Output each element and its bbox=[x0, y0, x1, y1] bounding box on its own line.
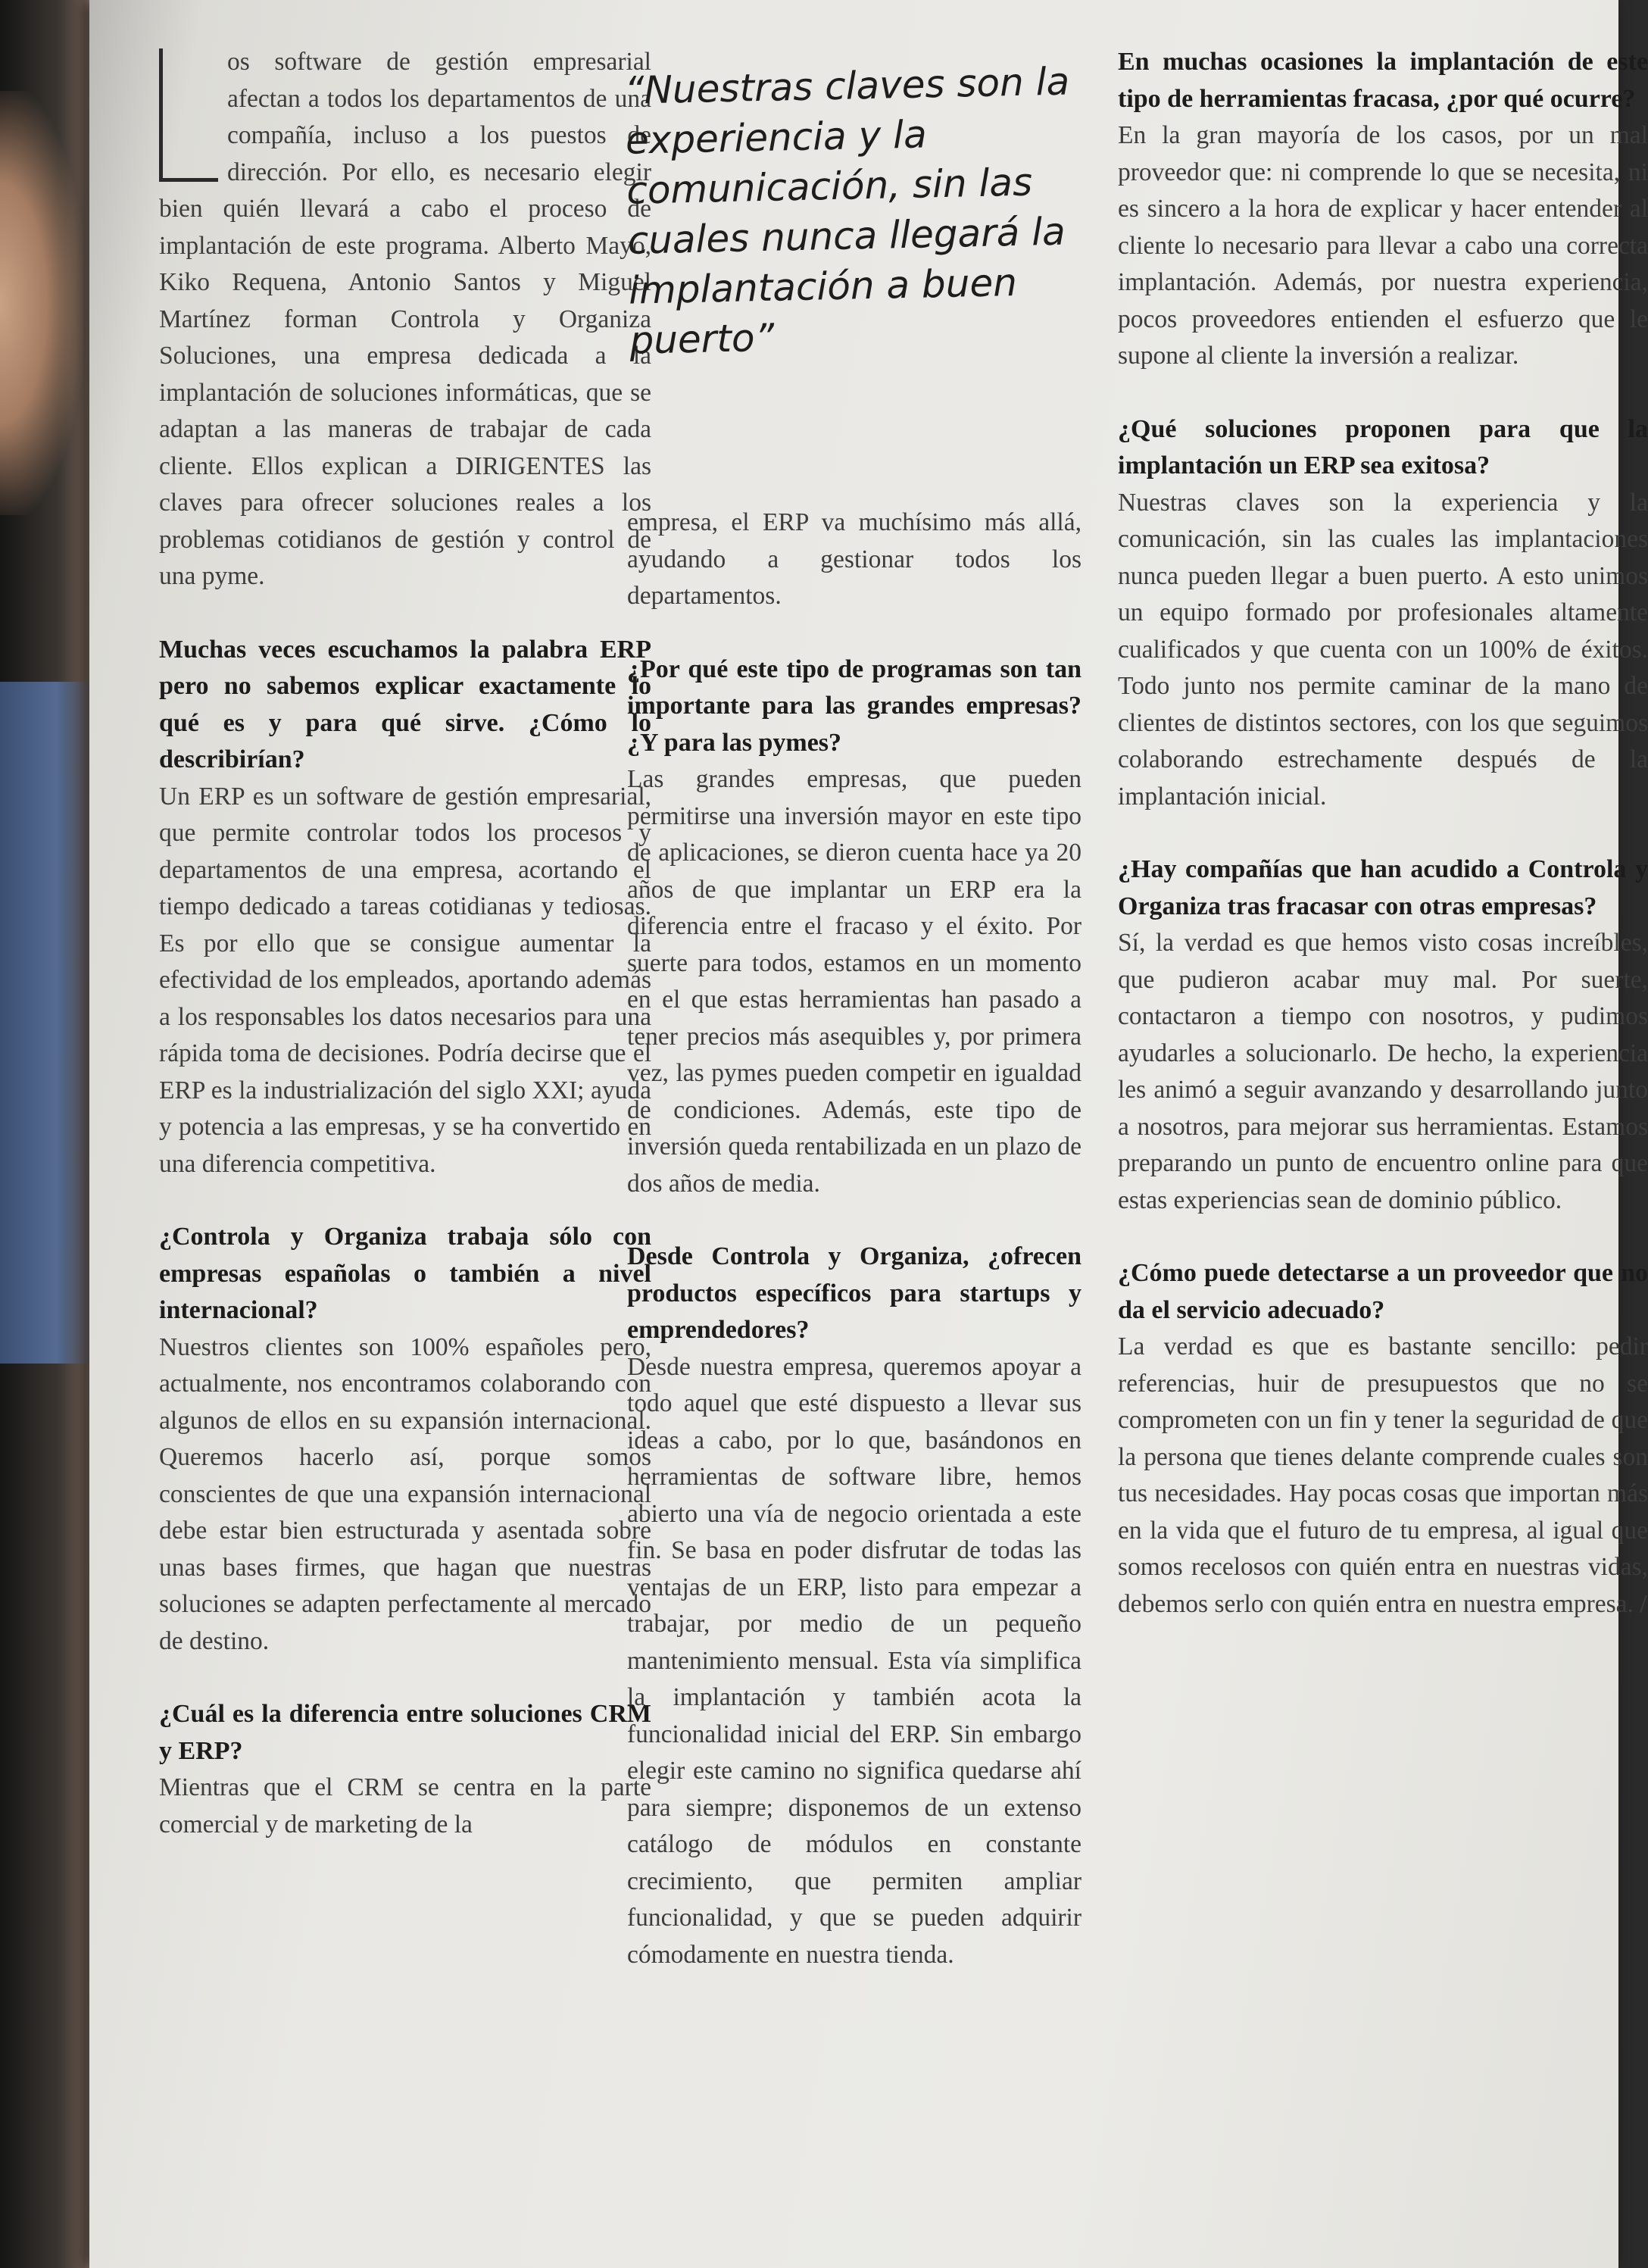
question-heading: Desde Controla y Organiza, ¿ofrecen productos específicos para startups y emprendedores? bbox=[627, 1242, 1082, 1344]
answer-continuation: empresa, el ERP va muchísimo más allá, ayudando a gestionar todos los departamentos. bbox=[627, 508, 1082, 610]
answer-paragraph: Sí, la verdad es que hemos visto cosas increíbles, que pudieron acabar muy mal. Por suerte, contactaron a tiempo con nosotros, y pudimos ayudarles a solucionarlo. De hecho, la experiencia les animó a seguir avanzando y desarrollando junto a nosotros, para mejorar sus herramientas. Estamos preparando un punto de encuentro online para que estas experiencias sean de dominio público. bbox=[1118, 929, 1648, 1214]
drop-cap-letter-l bbox=[159, 48, 218, 182]
question-heading: ¿Cómo puede detectarse a un proveedor que no da el servicio adecuado? bbox=[1118, 1259, 1648, 1324]
question-heading: ¿Qué soluciones proponen para que la implantación un ERP sea exitosa? bbox=[1118, 414, 1648, 480]
answer-paragraph: Mientras que el CRM se centra en la parte comercial y de marketing de la bbox=[159, 1773, 651, 1838]
question-heading: ¿Controla y Organiza trabaja sólo con empresas españolas o también a nivel internacional? bbox=[159, 1223, 651, 1324]
answer-paragraph: Las grandes empresas, que pueden permitirse una inversión mayor en este tipo de aplicaciones, se dieron cuenta hace ya 20 años de que implantar un ERP era la diferencia entre el fracaso y el éxito. Por suerte para todos, estamos en un momento en el que estas herramientas han pasado a tener precios más asequibles y, por primera vez, las pymes pueden competir en igualdad de condiciones. Además, este tipo de inversión queda rentabilizada en un plazo de dos años de media. bbox=[627, 765, 1082, 1198]
answer-paragraph: Un ERP es un software de gestión empresarial, que permite controlar todos los procesos y departamentos de una empresa, acortando el tiempo dedicado a tareas cotidianas y tediosas. Es por ello que se consigue aumentar la efectividad de los empleados, aportando además a los responsables los datos necesarios para una rápida toma de decisiones. Podría decirse que el ERP es la industrialización del siglo XXI; ayuda y potencia a las empresas, y se ha convertido en una diferencia competitiva. bbox=[159, 782, 651, 1178]
question-heading: Muchas veces escuchamos la palabra ERP pero no sabemos explicar exactamente lo qué es y para qué sirve. ¿Cómo lo describirían? bbox=[159, 635, 651, 773]
article-end-mark: / bbox=[1633, 1589, 1647, 1618]
answer-paragraph: Desde nuestra empresa, queremos apoyar a todo aquel que esté dispuesto a llevar sus ideas a cabo, por lo que, basándonos en herramientas de software libre, hemos abierto una vía de negocio orientada a este fin. Se basa en poder disfrutar de todas las ventajas de un ERP, listo para empezar a trabajar, por medio de un pequeño mantenimiento mensual. Esta vía simplifica la implantación y también acota la funcionalidad inicial del ERP. Sin embargo elegir este camino no significa quedarse ahí para siempre; disponemos de un extenso catálogo de módulos en constante crecimiento, que permiten ampliar funcionalidad, y que se pueden adquirir cómodamente en nuestra tienda. bbox=[627, 1352, 1082, 1969]
column-3 bbox=[1118, 44, 1648, 1623]
pull-quote: “Nuestras claves son la experiencia y la comunicación, sin las cuales nunca llegará la implantación a buen puerto” bbox=[624, 59, 1070, 363]
question-heading: ¿Cuál es la diferencia entre soluciones CRM y ERP? bbox=[159, 1700, 651, 1765]
column-2-body bbox=[627, 505, 1082, 1973]
question-heading: ¿Por qué este tipo de programas son tan importante para las grandes empresas? ¿Y para las pymes? bbox=[627, 654, 1082, 757]
answer-paragraph: Nuestras claves son la experiencia y la comunicación, sin las cuales las implantaciones nunca pueden llegar a buen puerto. A esto unimos un equipo formado por profesionales altamente cualificados y que cuenta con un 100% de éxitos. Todo junto nos permite caminar de la mano de clientes de distintos sectores, con los que seguimos colaborando estrechamente después de la implantación inicial. bbox=[1118, 488, 1648, 811]
magazine-page bbox=[89, 0, 1648, 2268]
intro-paragraph: os software de gestión empresarial afectan a todos los departamentos de una compañía, incluso a los puestos de dirección. Por ello, es necesario elegir bien quién llevará a cabo el proceso de implantación de este programa. Alberto Mayo, Kiko Requena, Antonio Santos y Miguel Martínez forman Controla y Organiza Soluciones, una empresa dedicada a la implantación de soluciones informáticas, que se adaptan a las maneras de trabajar de cada cliente. Ellos explican a DIRIGENTES las claves para ofrecer soluciones reales a los problemas cotidianos de gestión y control de una pyme. bbox=[159, 48, 651, 590]
answer-paragraph bbox=[1118, 1329, 1648, 1623]
answer-paragraph: Nuestros clientes son 100% españoles pero, actualmente, nos encontramos colaborando con algunos de ellos en su expansión internacional. Queremos hacerlo así, porque somos conscientes de que una expansión internacional debe estar bien estructurada y asentada sobre unas bases firmes, que hagan que nuestras soluciones se adapten perfectamente al mercado de destino. bbox=[159, 1332, 651, 1655]
answer-paragraph: En la gran mayoría de los casos, por un mal proveedor que: ni comprende lo que se necesita, ni es sincero a la hora de explicar y hacer entender al cliente lo necesario para llevar a cabo una correcta implantación. Además, por nuestra experiencia, pocos proveedores entienden el esfuerzo que le supone al cliente la inversión a realizar. bbox=[1118, 121, 1648, 370]
person-photo-face bbox=[0, 91, 83, 515]
question-heading: ¿Hay compañías que han acudido a Controla y Organiza tras fracasar con otras empresas? bbox=[1118, 855, 1648, 920]
question-heading: En muchas ocasiones la implantación de este tipo de herramientas fracasa, ¿por qué ocurre? bbox=[1118, 48, 1648, 113]
person-photo-suit bbox=[0, 682, 95, 1364]
answer-text: La verdad es que es bastante sencillo: pedir referencias, huir de presupuestos que no se comprometen con un fin y tener la seguridad de que la persona que tienes delante comprende cuales son tus necesidades. Hay pocas cosas que importan más en la vida que el futuro de tu empresa, al igual que somos recelosos con quién entra en nuestras vidas, debemos serlo con quién entra en nuestra empresa. bbox=[1118, 1332, 1648, 1618]
intro-block bbox=[159, 44, 651, 595]
column-1 bbox=[159, 44, 651, 1843]
